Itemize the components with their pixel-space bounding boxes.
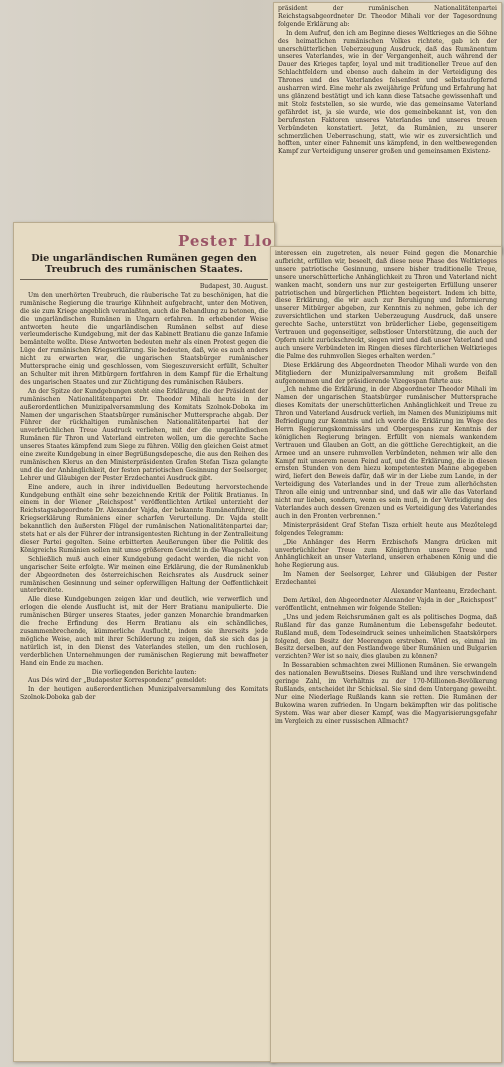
main-clipping-column — [20, 253, 268, 703]
right-paragraph-6: Im Namen der Seelsorger, Lehrer und Gläubigen der Pester Erzdechantei — [275, 571, 497, 587]
top-clipping — [273, 2, 502, 254]
right-paragraph-7: Alexander Manteanu, Erzdechant. — [391, 588, 497, 596]
right-clipping-column — [275, 250, 497, 726]
main-paragraph-8: In der heutigen außerordentlichen Munizipalversammlung des Komitats Szolnok-Doboka gab der — [20, 686, 268, 702]
article-dateline: Budapest, 30. August. — [199, 283, 268, 290]
right-paragraph-10: In Bessarabien schmachten zwei Millionen Rumänen. Sie erwangeln des nationalen Bewußtseins. Dieses Rußland und ihre verschwindend geringe Zahl, im Verhältnis zu der 170-Millionen-Bevölkerung Rußlands, entscheidet ihr Schicksal. Sie sind dem Untergang geweiht. Nur eine Niederlage Rußlands kann sie retten. Die Rumänen der Bukowina waren zufrieden. In Ungarn bekämpften wir das politische System. Was war aber dieser Kampf, was die Magyarisierungsgefahr im Vergleich zu einer russischen Allmacht? — [275, 662, 497, 725]
main-clipping — [13, 222, 275, 1062]
headline-rule — [20, 279, 268, 280]
top-clipping-column — [278, 5, 497, 157]
main-paragraph-6: Die vorliegenden Berichte lauten: — [91, 668, 197, 676]
right-paragraph-1: interessen ein zugetreten, als neuer Feind gegen die Monarchie aufbricht, erfüllen wir, beseelt, daß diese neue Phase des Weltkrieges unsere patriotische Gesinnung, unsere bisher traditionelle Treue, unsere unerschütterliche Anhänglichkeit zu Thron und Vaterland nicht wanken macht, sondern uns nur zur gesteigerten Erfüllung unserer patriotischen und bürgerlichen Pflichten begeistert. Indem ich bitte, diese Erklärung, die wir auch zur Beruhigung und Informierung unserer Mitbürger abgeben, zur Kenntnis zu nehmen, gebe ich der zuversichtlichen und starken Ueberzeugung Ausdruck, daß unsere gerechte Sache, unterstützt von brüderlicher Liebe, gegenseitigem Vertrauen und gegenseitiger, selbstloser Unterstützung, die auch der Opfern nicht zurückschreckt, siegen wird und daß unser Vaterland und auch unsere Verbündeten im Ringen dieses fürchterlichen Weltkrieges die Palme des ruhmvollen Sieges erhalten werden.“ — [275, 250, 497, 360]
top-paragraph-2: In dem Aufruf, den ich am Beginne dieses Weltkrieges an die Söhne des heimatlichen rumänischen Volkes richtete, gab ich der unerschütterlichen Ueberzeugung Ausdruck, daß das Rumänentum unseres Vaterlandes, wie in der Vergangenheit, auch während der Dauer des Krieges tapfer, loyal und mit traditioneller Treue auf den Schlachtfeldern und ebenso auch daheim in der Verteidigung des Thrones und des Vaterlandes felsenfest und selbstaufopfernd ausharren wird. Eine mehr als zweijährige Prüfung und Erfahrung hat uns glänzend bestätigt und ich kann diese Tatsache gewissenhaft und mit Stolz feststellen, so sie wurde, wie das gemeinsame Vaterland gefährdet ist, ja sie wurde, wie dos gemeinbekannt ist, von den berufensten Faktoren unseres Vaterlandes und unseres treuen Verbündeten konstatiert. Jetzt, da Rumänien, zu unserer schmerzlichen Ueberraschung, statt, wie wir es zuversichtlich und hofften, unter einer Fahnemit uns kämpfend, in den weltbewegenden Kampf zur Verteidigung unserer großen und gemeinsamen Existenz- — [278, 29, 497, 156]
top-paragraph-1: präsident der rumänischen Nationalitätenpartei Reichstagsabgeordneter Dr. Theodor Mihali vor der Tagesordnung folgende Erklärung ab: — [278, 5, 497, 28]
right-paragraph-3: „Ich nehme die Erklärung, in der Abgeordneter Theodor Mihali im Namen der ungarischen Staatsbürger rumänischer Muttersprache dieses Komitats der unerschütterlichen Anhänglichkeit und Treue zu Thron und Vaterland Ausdruck verlieh, im Namen des Munizipiums mit Befriedigung zur Kenntnis und ich werde die Erklärung im Wege des Herrn Regierungskommissärs und Obergespans zur Kenntnis der königlichen Regierung bringen. Erfüllt von niemals wankendem Vertrauen und Glauben an Gott, an die göttliche Gerechtigkeit, an die Armee und an unsere ruhmvollen Verbündeten, nehmen wir alle den Kampf mit unserem neuen Feind auf, und die Erklärung, die in diesen ernsten Stunden von dem hiezu kompetentesten Manne abgegeben wird, liefert den Beweis dafür, daß wir in der Liebe zum Lande, in der Verteidigung des Vaterlandes und in der Treue zum allerhöchsten Thron alle einig und untrennbar sind, und daß wir alle das Vaterland nicht nur lieben, sondern, wenn es sein muß, in der Verteidigung des Vaterlandes auch dessen Grenzen und es Verteidigung des Vaterlandes auch in den Fronten verbrennen.“ — [275, 386, 497, 520]
right-paragraph-5: „Die Anhänger des Herrn Erzbischofs Mangra drücken mit unverbrüchlicher Treue zum Königthron unsere Treue und Anhänglichkeit an unser Vaterland, unseren erhabenen König und die hohe Regierung aus. — [275, 538, 497, 570]
main-paragraph-7: Aus Dés wird der „Budapester Korrespondenz“ gemeldet: — [28, 677, 207, 685]
newspaper-masthead: Pester Llo — [178, 232, 273, 250]
main-paragraph-4: Schließlich muß auch einer Kundgebung gedacht werden, die nicht von ungarischer Seite erfolgte. Wir meinen eine Erklärung, die der Rumänenklub der Abgeordneten des österreichischen Reichsrates als Ausdruck seiner rumänischen Gesinnung und seiner opferwilligen Haltung der Oeffentlichkeit unterbreitete. — [20, 555, 268, 595]
right-paragraph-9: „Uns und jedem Reichsrumänen galt es als politisches Dogma, daß Rußland für das ganze Rumänentum die Lebensgefahr bedeutet. Rußland muß, dem Todeseindruck seines unheimlichen Staatskörpers folgend, den Besitz der Meerengen erstreben. Wird es, einmal im Besitz derselben, auf den Festlandwege über Rumänien und Bulgarien verzichten? Wer ist so naiv, dies glauben zu können? — [275, 613, 497, 661]
main-paragraph-2: An der Spitze der Kundgebungen steht eine Erklärung, die der Präsident der rumänischen Nationalitätenpartei Dr. Theodor Mihali heute in der außerordentlichen Munizipalversammlung des Komitats Szolnok-Doboka im Namen der ungarischen Staatsbürger rumänischer Muttersprache abgab. Der Führer der rückhaltigen rumänischen Nationalitätenpartei hat der unverbrüchlichen Treue Ausdruck verliehen, mit der die ungarländischen Rumänen für Thron und Vaterland eintreten wollen, um die gerechte Sache unseres Staates kämpfend zum Siege zu führen. Völlig den gleichen Geist atmet eine zweite Kundgebung in einer Begrüßungsdepesche, die aus den Reihen des rumänischen Klerus an den Ministerpräsidenten Grafen Stefan Tisza gelangte und die der Anhänglichkeit, der festen patriotischen Gesinnung der Seelsorger, Lehrer und Gläubigen der Pester Erzdechantei Ausdruck gibt. — [20, 387, 268, 482]
main-paragraph-1: Um den unerhörten Treubruch, die räuberische Tat zu beschönigen, hat die rumänische Regierung die traurige Kühnheit aufgebracht, unter den Motiven, die sie zum Kriege angeblich veranlaßten, auch die Behandlung zu betonen, die die ungarländischen Rumänen in Ungarn erfahren. In erhebender Weise antworten heute die ungarländischen Rumänen selbst auf diese verleumderische Kundgebung, mit der das Kabinett Bratianu die ganze Infamie bemäntelte wollte. Diese Antworten bedeuten mehr als einen Protest gegen die Lüge der rumänischen Kriegserklärung. Sie bedeuten, daß, wie es auch anders nicht zu erwarten war, die ungarischen Staatsbürger rumänischer Muttersprache einig und geschlossen, vom Siegeszuversicht erfüllt, Schulter an Schulter mit ihren Mitbürgern fortfahren in dem Kampf für die Erhaltung des ungarischen Staates und zur Züchtigung des rumänischen Räubers. — [20, 291, 268, 386]
right-paragraph-8: Dem Artikel, den Abgeordneter Alexander Vajda in der „Reichspost“ veröffentlicht, entnehmen wir folgende Stellen: — [275, 596, 497, 612]
main-paragraph-3: Eine andere, auch in ihrer individuellen Bedeutung hervorstechende Kundgebung enthält eine sehr bezeichnende Kritik der Politik Bratianus. In einem in der Wiener „Reichspost“ veröffentlichten Artikel unterzieht der Reichstagsabgeordnete Dr. Alexander Vajda, der bekannte Rumänenführer, die Kriegserklärung Rumäniens einer scharfen Verurteilung. Dr. Vajda stellt bekanntlich den äußersten Flügel der rumänischen Nationalitätenpartei dar; stets hat er als der Führer der intransigentesten Richtung in der Zentralleitung dieser Partei gegolten. Seine erbitterten Aeußerungen über die Politik des Königreichs Rumänien sollen mit umso größerem Gewicht in die Waagschale. — [20, 483, 268, 554]
right-paragraph-2: Diese Erklärung des Abgeordneten Theodor Mihali wurde von den Mitgliedern der Munizipalversammlung mit großem Beifall aufgenommen und der präsidierende Vizegespan führte aus: — [275, 361, 497, 385]
right-paragraph-4: Ministerpräsident Graf Stefan Tisza erhielt heute aus Mezőtelegd folgendes Telegramm: — [275, 521, 497, 537]
main-paragraph-5: Alle diese Kundgebungen zeigen klar und deutlich, wie verwerflich und erlogen die elende Ausflucht ist, mit der Herr Bratianu manipulierte. Die rumänischen Bürger unseres Staates, jeder ganzen Monarchie brandmarken die freche Erfindung des Herrn Bratianu als ein schändliches, zusammenbrechende, kümmerliche Ausflucht, indem sie ihrerseits jede mögliche Weise, auch mit ihrer Schilderung zu zeigen, daß sie sich das ja natürlich ist, in den Dienst des Vaterlandes stellen, um den ruchlosen, verderblichen Unternehmungen der rumänischen Regierung mit bewaffneter Hand ein Ende zu machen. — [20, 596, 268, 667]
article-headline: Die ungarländischen Rumänen gegen den Treubruch des rumänischen Staates. — [31, 253, 257, 275]
right-clipping — [270, 246, 502, 1063]
